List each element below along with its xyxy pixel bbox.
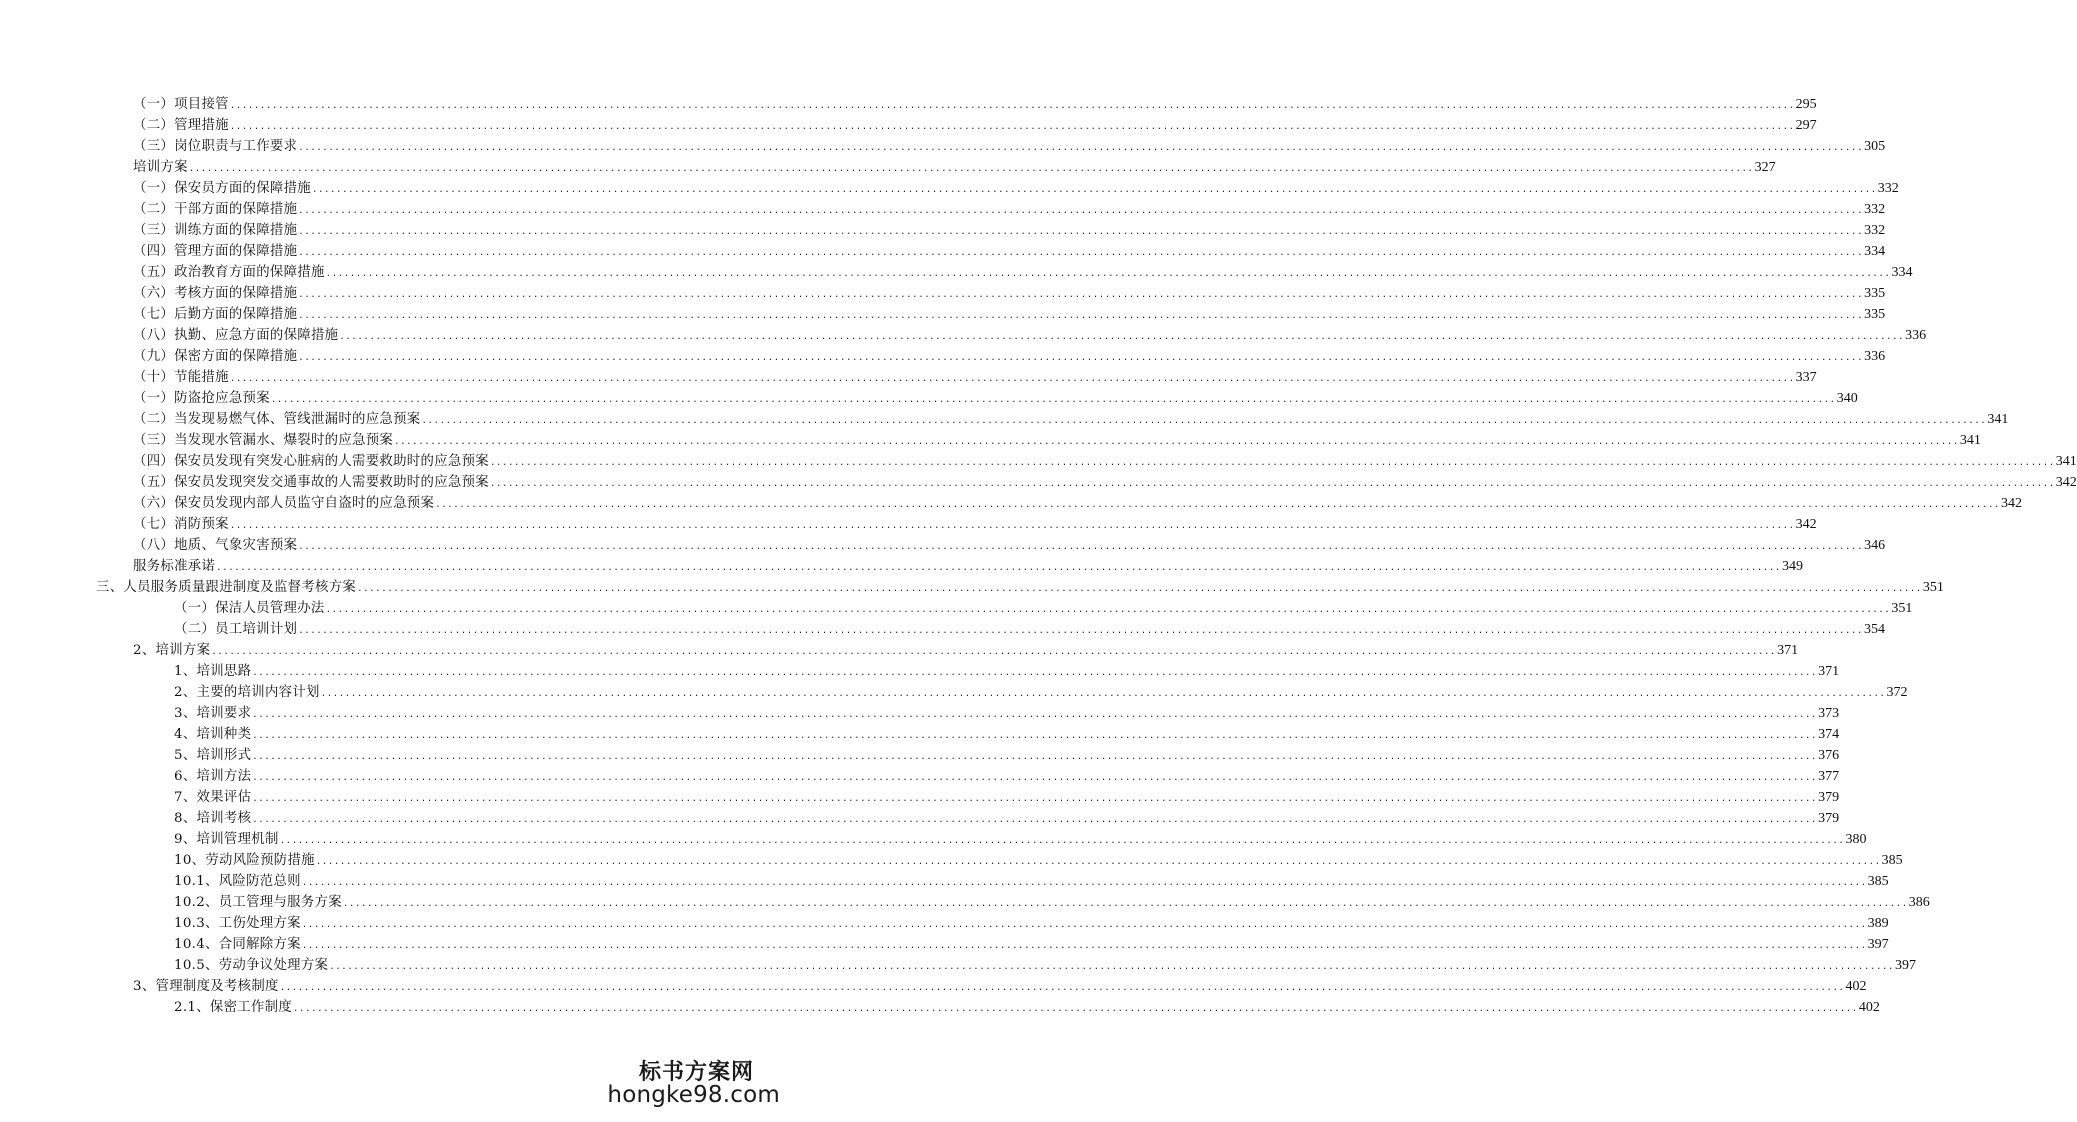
toc-entry[interactable] (0, 514, 1817, 535)
toc-entry[interactable] (0, 745, 1840, 766)
toc-entry-page: 354 (1864, 622, 1886, 637)
toc-dot-leader: .................................................................................................................................................................................................................................................................... (325, 605, 1891, 615)
toc-entry[interactable] (0, 598, 1913, 619)
toc-entry-title: （一）项目接管 (133, 97, 229, 112)
toc-entry-title: （七）消防预案 (133, 517, 229, 532)
toc-entry[interactable] (0, 556, 1803, 577)
toc-entry-page: 385 (1881, 853, 1903, 868)
toc-entry-page: 334 (1864, 244, 1886, 259)
toc-entry-title: （七）后勤方面的保障措施 (133, 307, 298, 322)
toc-dot-leader: .................................................................................................................................................................................................................................................................... (211, 647, 1777, 657)
toc-entry-title: 2、培训方案 (133, 643, 211, 658)
toc-dot-leader: .................................................................................................................................................................................................................................................................... (252, 710, 1818, 720)
toc-entry-page: 397 (1895, 958, 1917, 973)
toc-entry[interactable] (0, 682, 1908, 703)
toc-dot-leader: .................................................................................................................................................................................................................................................................... (298, 353, 1864, 363)
toc-entry[interactable] (0, 640, 1799, 661)
toc-entry[interactable] (0, 178, 1899, 199)
toc-entry-page: 342 (2001, 496, 2022, 511)
watermark (607, 1055, 780, 1108)
toc-dot-leader: .................................................................................................................................................................................................................................................................... (339, 332, 1905, 342)
toc-dot-leader: .................................................................................................................................................................................................................................................................... (188, 164, 1754, 174)
toc-entry-title: 2、主要的培训内容计划 (174, 685, 320, 700)
toc-entry[interactable] (0, 850, 1903, 871)
toc-entry[interactable] (0, 367, 1817, 388)
toc-entry-page: 371 (1777, 643, 1799, 658)
toc-entry[interactable] (0, 493, 2022, 514)
toc-entry-page: 374 (1818, 727, 1840, 742)
toc-dot-leader: .................................................................................................................................................................................................................................................................... (489, 479, 2055, 489)
toc-entry-page: 372 (1886, 685, 1908, 700)
toc-entry-title: 7、效果评估 (174, 790, 252, 805)
toc-entry-page: 332 (1864, 202, 1886, 217)
toc-entry[interactable] (0, 535, 1886, 556)
toc-dot-leader: .................................................................................................................................................................................................................................................................... (252, 668, 1818, 678)
toc-dot-leader: .................................................................................................................................................................................................................................................................... (489, 458, 2055, 468)
toc-entry-title: （八）地质、气象灾害预案 (133, 538, 298, 553)
toc-entry-page: 385 (1867, 874, 1889, 889)
toc-entry-page: 373 (1818, 706, 1840, 721)
toc-entry-page: 334 (1891, 265, 1913, 280)
toc-dot-leader: .................................................................................................................................................................................................................................................................... (298, 143, 1864, 153)
toc-entry-title: 1、培训思路 (174, 664, 252, 679)
toc-dot-leader: .................................................................................................................................................................................................................................................................... (270, 395, 1836, 405)
toc-entry-title: 4、培训种类 (174, 727, 252, 742)
toc-entry-title: （五）保安员发现突发交通事故的人需要救助时的应急预案 (133, 475, 489, 490)
toc-entry[interactable] (0, 766, 1840, 787)
toc-entry[interactable] (0, 283, 1886, 304)
toc-entry-title: （六）保安员发现内部人员监守自盗时的应急预案 (133, 496, 435, 511)
toc-entry[interactable] (0, 724, 1840, 745)
toc-entry-page: 336 (1905, 328, 1927, 343)
toc-entry[interactable] (0, 472, 2077, 493)
toc-dot-leader: .................................................................................................................................................................................................................................................................... (301, 878, 1867, 888)
toc-entry[interactable] (0, 913, 1889, 934)
toc-entry-page: 341 (2055, 454, 2077, 469)
toc-entry-title: （四）保安员发现有突发心脏病的人需要救助时的应急预案 (133, 454, 489, 469)
toc-entry-title: 10.3、工伤处理方案 (174, 916, 301, 931)
toc-dot-leader: .................................................................................................................................................................................................................................................................... (435, 500, 2000, 510)
toc-entry[interactable] (0, 220, 1886, 241)
toc-entry-title: 10.4、合同解除方案 (174, 937, 301, 952)
toc-entry-page: 371 (1818, 664, 1840, 679)
toc-entry[interactable] (0, 871, 1889, 892)
toc-entry[interactable] (0, 577, 1944, 598)
toc-entry-title: 培训方案 (133, 160, 188, 175)
toc-dot-leader: .................................................................................................................................................................................................................................................................... (311, 185, 1877, 195)
toc-entry[interactable] (0, 619, 1886, 640)
toc-entry[interactable] (0, 808, 1840, 829)
toc-entry-page: 346 (1864, 538, 1886, 553)
toc-dot-leader: .................................................................................................................................................................................................................................................................... (252, 773, 1818, 783)
toc-entry-title: （一）保安员方面的保障措施 (133, 181, 311, 196)
toc-dot-leader: .................................................................................................................................................................................................................................................................... (394, 437, 1959, 447)
toc-entry-title: （一）保洁人员管理办法 (174, 601, 325, 616)
toc-entry-title: （二）员工培训计划 (174, 622, 298, 637)
toc-entry-title: （三）岗位职责与工作要求 (133, 139, 298, 154)
toc-entry-title: （二）当发现易燃气体、管线泄漏时的应急预案 (133, 412, 421, 427)
toc-entry[interactable] (0, 115, 1817, 136)
toc-dot-leader: .................................................................................................................................................................................................................................................................... (357, 584, 1922, 594)
toc-entry[interactable] (0, 934, 1889, 955)
toc-dot-leader: .................................................................................................................................................................................................................................................................... (298, 311, 1864, 321)
toc-entry-title: 服务标准承诺 (133, 559, 216, 574)
toc-entry-title: 2.1、保密工作制度 (174, 1000, 293, 1015)
toc-entry-title: 6、培训方法 (174, 769, 252, 784)
toc-entry-page: 397 (1867, 937, 1889, 952)
toc-entry[interactable] (0, 787, 1840, 808)
toc-entry-title: 3、管理制度及考核制度 (133, 979, 279, 994)
toc-dot-leader: .................................................................................................................................................................................................................................................................... (216, 563, 1781, 573)
toc-entry[interactable] (0, 262, 1913, 283)
toc-entry-title: （二）干部方面的保障措施 (133, 202, 298, 217)
toc-entry-title: （二）管理措施 (133, 118, 229, 133)
toc-entry-page: 335 (1864, 307, 1886, 322)
toc-entry-page: 340 (1836, 391, 1858, 406)
toc-entry-page: 337 (1795, 370, 1817, 385)
toc-entry[interactable] (0, 388, 1858, 409)
toc-entry-page: 377 (1818, 769, 1840, 784)
toc-entry-title: （四）管理方面的保障措施 (133, 244, 298, 259)
toc-dot-leader: .................................................................................................................................................................................................................................................................... (301, 941, 1867, 951)
toc-dot-leader: .................................................................................................................................................................................................................................................................... (298, 290, 1864, 300)
toc-entry-page: 376 (1818, 748, 1840, 763)
toc-dot-leader: .................................................................................................................................................................................................................................................................... (298, 206, 1864, 216)
toc-entry-title: 三、人员服务质量跟进制度及监督考核方案 (96, 580, 357, 595)
toc-entry-page: 305 (1864, 139, 1886, 154)
toc-dot-leader: .................................................................................................................................................................................................................................................................... (421, 416, 1987, 426)
toc-entry[interactable] (0, 892, 1930, 913)
watermark-site-name: 标书方案网 (638, 1059, 754, 1085)
toc-entry-page: 342 (2055, 475, 2077, 490)
toc-entry-page: 402 (1858, 1000, 1880, 1015)
toc-entry-title: 10.1、风险防范总则 (174, 874, 301, 889)
toc-dot-leader: .................................................................................................................................................................................................................................................................... (229, 521, 1795, 531)
toc-dot-leader: .................................................................................................................................................................................................................................................................... (279, 836, 1845, 846)
toc-entry[interactable] (0, 157, 1776, 178)
toc-entry-page: 341 (1987, 412, 2009, 427)
toc-entry-title: 8、培训考核 (174, 811, 252, 826)
toc-entry[interactable] (0, 430, 1981, 451)
toc-dot-leader: .................................................................................................................................................................................................................................................................... (252, 815, 1818, 825)
toc-entry[interactable] (0, 976, 1867, 997)
toc-entry-page: 342 (1795, 517, 1817, 532)
toc-entry[interactable] (0, 325, 1927, 346)
toc-dot-leader: .................................................................................................................................................................................................................................................................... (301, 920, 1867, 930)
toc-entry-page: 379 (1818, 790, 1840, 805)
toc-entry-page: 379 (1818, 811, 1840, 826)
toc-entry[interactable] (0, 304, 1886, 325)
toc-entry-page: 402 (1845, 979, 1867, 994)
toc-entry-page: 295 (1795, 97, 1817, 112)
toc-entry[interactable] (0, 661, 1840, 682)
toc-entry-page: 351 (1922, 580, 1944, 595)
toc-dot-leader: .................................................................................................................................................................................................................................................................... (329, 962, 1895, 972)
toc-entry[interactable] (0, 346, 1886, 367)
toc-entry-page: 389 (1867, 916, 1889, 931)
toc-entry-page: 341 (1959, 433, 1981, 448)
toc-dot-leader: .................................................................................................................................................................................................................................................................... (293, 1004, 1858, 1014)
toc-entry-page: 336 (1864, 349, 1886, 364)
toc-dot-leader: .................................................................................................................................................................................................................................................................... (325, 269, 1891, 279)
toc-dot-leader: .................................................................................................................................................................................................................................................................... (229, 122, 1795, 132)
toc-entry-page: 335 (1864, 286, 1886, 301)
toc-entry-title: （五）政治教育方面的保障措施 (133, 265, 325, 280)
toc-entry-page: 351 (1891, 601, 1913, 616)
toc-entry[interactable] (0, 409, 2009, 430)
toc-dot-leader: .................................................................................................................................................................................................................................................................... (252, 794, 1818, 804)
toc-dot-leader: .................................................................................................................................................................................................................................................................... (298, 227, 1864, 237)
toc-entry[interactable] (0, 829, 1867, 850)
toc-dot-leader: .................................................................................................................................................................................................................................................................... (342, 899, 1908, 909)
toc-dot-leader: .................................................................................................................................................................................................................................................................... (298, 248, 1864, 258)
toc-entry-title: 10.5、劳动争议处理方案 (174, 958, 329, 973)
toc-dot-leader: .................................................................................................................................................................................................................................................................... (320, 689, 1886, 699)
toc-entry-title: 10.2、员工管理与服务方案 (174, 895, 342, 910)
toc-dot-leader: .................................................................................................................................................................................................................................................................... (252, 752, 1818, 762)
toc-entry[interactable] (0, 451, 2077, 472)
toc-entry-title: （八）执勤、应急方面的保障措施 (133, 328, 339, 343)
toc-entry-title: （六）考核方面的保障措施 (133, 286, 298, 301)
toc-entry[interactable] (0, 94, 1817, 115)
toc-entry-title: （十）节能措施 (133, 370, 229, 385)
toc-entry-title: （九）保密方面的保障措施 (133, 349, 298, 364)
watermark-site-url: hongke98.com (607, 1082, 780, 1108)
toc-dot-leader: .................................................................................................................................................................................................................................................................... (279, 983, 1845, 993)
toc-entry-title: （一）防盗抢应急预案 (133, 391, 270, 406)
toc-entry-page: 380 (1845, 832, 1867, 847)
toc-entry-title: （三）当发现水管漏水、爆裂时的应急预案 (133, 433, 394, 448)
toc-entry[interactable] (0, 136, 1886, 157)
toc-entry[interactable] (0, 997, 1880, 1018)
toc-entry-title: 9、培训管理机制 (174, 832, 279, 847)
toc-entry[interactable] (0, 199, 1886, 220)
toc-entry-title: 10、劳动风险预防措施 (174, 853, 315, 868)
toc-entry[interactable] (0, 241, 1886, 262)
toc-dot-leader: .................................................................................................................................................................................................................................................................... (298, 542, 1864, 552)
toc-dot-leader: .................................................................................................................................................................................................................................................................... (252, 731, 1818, 741)
toc-dot-leader: .................................................................................................................................................................................................................................................................... (315, 857, 1881, 867)
toc-entry-title: 3、培训要求 (174, 706, 252, 721)
table-of-contents (0, 94, 2077, 1018)
toc-entry[interactable] (0, 703, 1840, 724)
toc-entry-page: 297 (1795, 118, 1817, 133)
toc-entry[interactable] (0, 955, 1917, 976)
toc-dot-leader: .................................................................................................................................................................................................................................................................... (229, 374, 1795, 384)
toc-entry-page: 332 (1877, 181, 1899, 196)
toc-entry-page: 327 (1754, 160, 1776, 175)
toc-dot-leader: .................................................................................................................................................................................................................................................................... (298, 626, 1864, 636)
toc-entry-title: 5、培训形式 (174, 748, 252, 763)
toc-entry-page: 386 (1908, 895, 1930, 910)
toc-entry-page: 349 (1781, 559, 1803, 574)
toc-dot-leader: .................................................................................................................................................................................................................................................................... (229, 101, 1795, 111)
toc-entry-title: （三）训练方面的保障措施 (133, 223, 298, 238)
toc-entry-page: 332 (1864, 223, 1886, 238)
